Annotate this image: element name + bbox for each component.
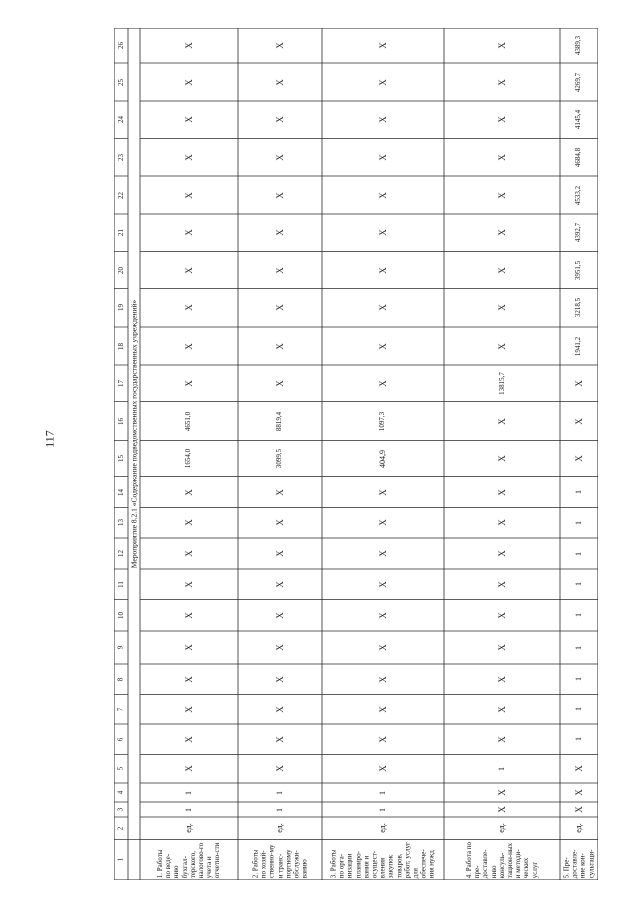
table-cell-text: Х	[274, 191, 285, 199]
row-name: 3. Работы по орга-низации планиро-вания и осущест-вления закупок товаров, работ, услуг для обеспече-ния нужд	[329, 841, 437, 878]
table-cell-text: 3951,5	[574, 260, 583, 280]
table-cell-text: 1	[378, 790, 387, 795]
table-cell-text: 4389,3	[574, 35, 583, 56]
table-cell-text: Х	[183, 154, 194, 161]
table-cell-text: Х	[496, 706, 507, 713]
table-cell-text: Х	[573, 789, 584, 796]
table-cell-text: Х	[496, 229, 507, 236]
page-number	[38, 422, 62, 456]
column-number-text: 3	[116, 807, 125, 812]
table-cell-text: Х	[496, 806, 507, 813]
table-cell-text: Х	[573, 455, 584, 462]
table-cell-text: 1	[574, 520, 583, 525]
table-cell-text: Х	[496, 676, 507, 683]
column-number-text: 6	[116, 737, 125, 741]
table-cell-text: ед.	[377, 823, 387, 834]
table-cell-text: Х	[573, 806, 584, 813]
table-cell-text: Х	[274, 676, 285, 683]
table-cell-text: 4269,7	[574, 72, 583, 92]
table-cell-text: ед.	[183, 823, 193, 834]
row-name: 5. Пре-доставле-ние кон-сультаци-	[562, 849, 596, 878]
table-cell-text: Х	[274, 488, 285, 496]
table-cell-text: 3218,5	[574, 298, 583, 318]
table-cell-text: Х	[274, 304, 285, 311]
column-number-text: 25	[116, 78, 125, 86]
table-cell-text: 4533,2	[574, 185, 583, 205]
table-cell-text: Х	[496, 78, 507, 86]
table-cell-text: Х	[274, 581, 285, 588]
table-cell-text: Х	[183, 380, 194, 387]
table-cell-text: Х	[496, 304, 507, 311]
table-cell-text: Х	[496, 488, 507, 496]
table-cell-text: 4145,4	[574, 110, 583, 130]
table-cell-text: Х	[377, 736, 388, 743]
page-number-text: 117	[42, 430, 57, 448]
column-number-text: 22	[116, 191, 125, 199]
table-cell-text: Х	[573, 380, 584, 387]
table-cell-text: ед.	[496, 823, 506, 834]
table-cell-text: Х	[496, 789, 507, 796]
table-cell-text: 3099,5	[275, 448, 284, 469]
table-cell-text: Х	[377, 191, 388, 199]
table-cell-text: 1	[574, 613, 583, 618]
table-cell-text: 1	[275, 807, 284, 812]
table-cell-text: Х	[274, 765, 285, 772]
data-table	[114, 28, 598, 880]
table-cell-text: Х	[496, 455, 507, 462]
table-cell-text: Х	[377, 488, 388, 496]
table-cell-text: Х	[274, 612, 285, 619]
table-cell-text: Х	[377, 550, 388, 557]
table-cell-text: ед.	[274, 823, 284, 834]
column-number-text: 9	[116, 645, 125, 650]
column-number-text: 21	[116, 229, 125, 237]
table-cell-text: 1	[574, 582, 583, 587]
column-number-text: 18	[116, 342, 125, 350]
column-number-text: 19	[116, 304, 125, 312]
table-cell-text: Х	[496, 644, 507, 651]
table-cell-text: Х	[377, 116, 388, 123]
table-cell-text: Х	[183, 550, 194, 557]
table-cell-text: Х	[496, 191, 507, 199]
column-number-text: 13	[116, 519, 125, 527]
table-cell-text: Х	[183, 765, 194, 772]
table-cell-text: 1654,0	[184, 448, 193, 469]
table-cell-text: 1	[574, 490, 583, 494]
table-cell-text: Х	[183, 191, 194, 199]
row-name: 2. Работы по хозяй-ственно-му и транс-портному обслужи-ванию	[251, 844, 309, 878]
table-cell-text: 1	[275, 790, 284, 795]
table-cell-text: 404,9	[378, 449, 387, 468]
table-cell-text: Х	[496, 42, 507, 49]
table-cell-text: Х	[377, 229, 388, 236]
table-cell-text: Х	[496, 116, 507, 123]
column-number-text: 11	[116, 580, 125, 588]
table-cell-text: Х	[274, 644, 285, 651]
column-number-text: 7	[116, 707, 125, 711]
table-cell-text: 1941,2	[574, 336, 583, 356]
column-number-text: 4	[116, 790, 125, 795]
column-number-text: 14	[116, 488, 125, 496]
table-grid	[114, 28, 598, 880]
column-number-text: 2	[116, 826, 125, 830]
table-cell-text: Х	[377, 304, 388, 311]
column-number-text: 5	[116, 767, 125, 771]
table-cell-text: Х	[183, 304, 194, 311]
table-cell-text: Х	[496, 581, 507, 588]
table-cell-text: Х	[274, 42, 285, 49]
table-cell-text: Х	[573, 765, 584, 772]
table-cell-text: 4684,8	[574, 147, 583, 167]
table-cell-text: Х	[183, 116, 194, 123]
table-cell-text: Х	[496, 342, 507, 350]
column-number-text: 23	[116, 153, 125, 161]
column-number-text: 15	[116, 455, 125, 462]
table-cell-text: Х	[183, 736, 194, 743]
table-cell-text: 13815,7	[497, 371, 506, 395]
table-cell-text: Х	[183, 342, 194, 350]
table-cell-text: Х	[377, 676, 388, 683]
column-number-text: 24	[116, 116, 125, 124]
table-cell-text: 1	[497, 766, 506, 771]
table-cell-text: Х	[183, 519, 194, 526]
table-cell-text: Х	[377, 581, 388, 588]
row-name: 4. Работа по пре-доставле-нию консуль-тацион-ных и методи-ческих услуг	[465, 841, 539, 878]
table-cell-text: Х	[183, 676, 194, 683]
table-cell-text: Х	[183, 612, 194, 619]
table-cell-text: 1	[184, 807, 193, 812]
table-cell-text: Х	[496, 550, 507, 557]
table-cell-text: 1	[184, 790, 193, 795]
table-cell-text: Х	[183, 581, 194, 588]
table-cell-text: Х	[274, 736, 285, 743]
column-number-text: 1	[116, 858, 125, 862]
table-cell-text: Х	[377, 765, 388, 772]
table-cell-text: Х	[496, 266, 507, 274]
table-cell-text: ед.	[573, 823, 583, 834]
table-cell-text: Х	[377, 706, 388, 713]
table-cell-text: Х	[573, 417, 584, 425]
table-cell-text: Х	[377, 342, 388, 350]
table-cell-text: Х	[377, 380, 388, 387]
table-cell-text: Х	[183, 706, 194, 713]
table-cell-text: Х	[496, 154, 507, 161]
table-cell-text: 1	[574, 645, 583, 650]
column-number-text: 26	[116, 42, 125, 49]
table-cell-text: Х	[377, 154, 388, 161]
table-cell-text: Х	[183, 229, 194, 236]
table-cell-text: Х	[274, 342, 285, 350]
table-cell-text: 4392,7	[574, 223, 583, 243]
table-cell-text: Х	[274, 380, 285, 387]
table-cell-text: Х	[274, 550, 285, 557]
table-cell-text: Х	[377, 266, 388, 274]
table-cell-text: Х	[183, 42, 194, 49]
column-number-text: 8	[116, 677, 125, 681]
row-name: 1. Работы по веде-нию бухгал-терского, налогово-го учета и отчетно-сти	[156, 842, 222, 878]
table-cell-text: Х	[274, 266, 285, 274]
table-cell-text: 1	[574, 551, 583, 556]
table-cell-text: Х	[274, 78, 285, 86]
table-cell-text: Х	[183, 644, 194, 651]
table-cell-text: Х	[496, 612, 507, 619]
table-cell-text: 1	[574, 707, 583, 712]
table-cell-text: 8819,4	[275, 411, 284, 431]
table-cell-text: Х	[274, 519, 285, 526]
table-cell-text: 1	[574, 737, 583, 742]
table-cell-text: Х	[183, 266, 194, 274]
column-number-text: 10	[116, 611, 125, 619]
section-title-text: Мероприятие 8.2.1 «Содержание подведомственных государственных учреждений»	[129, 299, 139, 568]
table-cell-text: Х	[274, 706, 285, 713]
column-number-text: 16	[116, 417, 125, 425]
column-number-text: 12	[116, 550, 125, 557]
table-cell-text: 1	[574, 677, 583, 682]
table-cell-text: Х	[377, 519, 388, 526]
table-cell-text: Х	[377, 644, 388, 651]
column-number-text: 17	[116, 379, 125, 387]
table-cell-text: 1	[378, 807, 387, 812]
table-cell-text: Х	[274, 116, 285, 123]
table-cell-text: Х	[183, 488, 194, 496]
table-cell-text: Х	[377, 612, 388, 619]
table-cell-text: Х	[274, 154, 285, 161]
column-number-text: 20	[116, 266, 125, 274]
table-cell-text: Х	[496, 519, 507, 526]
table-cell-text: Х	[377, 42, 388, 49]
table-cell-text: Х	[377, 78, 388, 86]
table-cell-text: 1097,3	[378, 411, 387, 431]
table-cell-text: Х	[496, 736, 507, 743]
table-cell-text: 4651,0	[184, 411, 193, 431]
table-cell-text: Х	[183, 78, 194, 86]
table-cell-text: Х	[496, 417, 507, 425]
table-cell-text: Х	[274, 229, 285, 236]
